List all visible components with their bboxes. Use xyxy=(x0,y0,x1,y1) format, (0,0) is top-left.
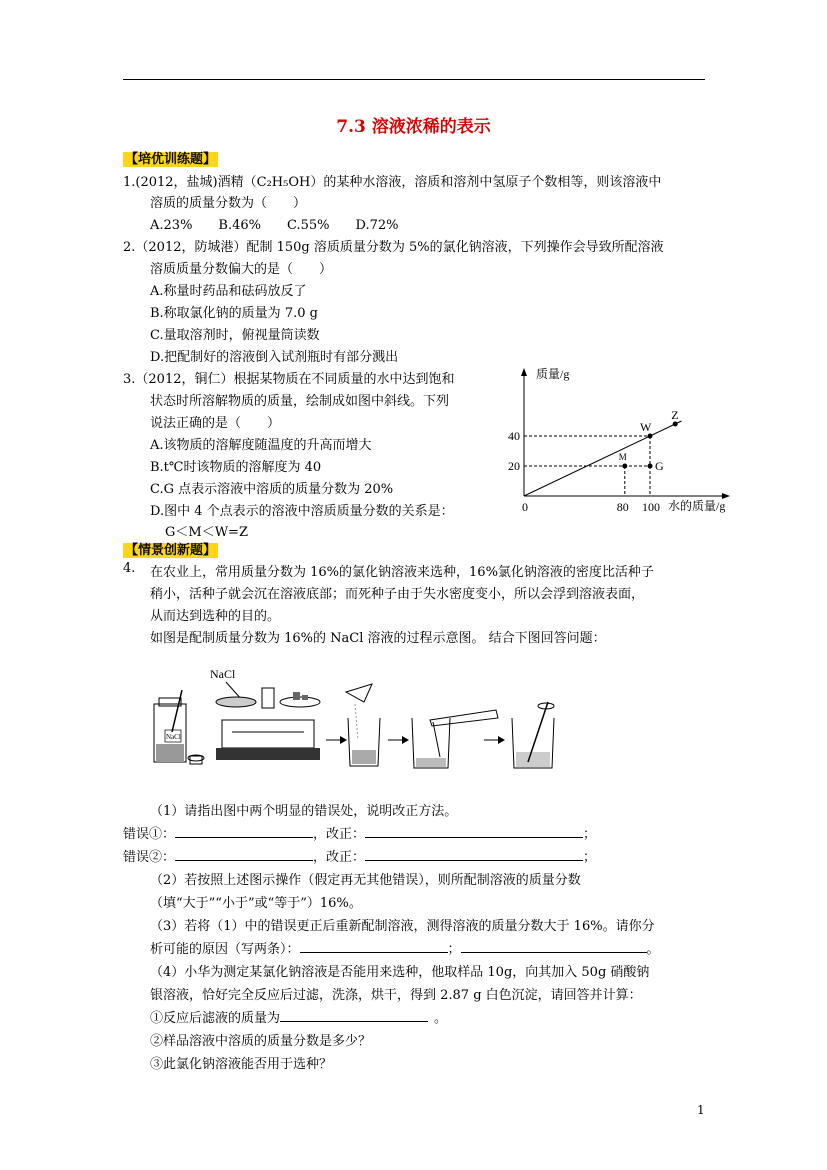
q2-option-a: A.称量时药品和砝码放反了 xyxy=(150,284,307,299)
q2-option-b: B.称取氯化钠的质量为 7.0 g xyxy=(150,306,318,321)
point-G xyxy=(648,464,653,469)
q4-sub4-line1: （4）小华为测定某氯化钠溶液是否能用来选种，他取样品 10g，向其加入 50g 硝酸钠 xyxy=(150,965,650,980)
calc1-end: 。 xyxy=(434,1011,448,1026)
q3-line2: 状态时所溶解物质的质量，绘制成如图中斜线。下列 xyxy=(150,394,450,409)
q4-sub4-line2: 银溶液，恰好完全反应后过滤，洗涤，烘干，得到 2.87 g 白色沉淀，请回答并计算： xyxy=(150,988,642,1003)
q1-options: A.23% B.46% C.55% D.72% xyxy=(150,218,399,233)
preparation-process-figure xyxy=(150,662,580,774)
q2-line2: 溶质质量分数偏大的是（ ） xyxy=(150,262,333,277)
reagent-bottle-illustration xyxy=(154,690,204,764)
pouring-water-illustration xyxy=(412,710,498,768)
fix1-blank[interactable] xyxy=(365,824,583,838)
q2-option-c: C.量取溶剂时，俯视量筒读数 xyxy=(150,328,320,343)
y-axis-label: 质量/g xyxy=(536,367,570,381)
q3-option-b: B.t℃时该物质的溶解度为 40 xyxy=(150,460,322,475)
reason-sep: ； xyxy=(447,942,461,957)
arrow-2 xyxy=(388,736,409,744)
q4-sub3-line1: （3）若将（1）中的错误更正后重新配制溶液，测得溶液的质量分数大于 16%。请你分 xyxy=(150,919,655,934)
x-tick-label: 0 xyxy=(522,500,528,514)
section-label: 【培优训练题】 xyxy=(125,152,217,167)
error2-row xyxy=(123,846,596,865)
q4-sub1: （1）请指出图中两个明显的错误处，说明改正方法。 xyxy=(150,804,458,819)
fix2-end: ； xyxy=(583,850,597,865)
y-tick-label: 40 xyxy=(508,429,520,443)
reason2-blank[interactable] xyxy=(461,939,647,953)
nacl-label: NaCl xyxy=(210,667,236,681)
error2-label: 错误②： xyxy=(123,850,176,865)
point-label-G: G xyxy=(655,459,664,473)
section-heading-training xyxy=(123,148,218,167)
fix2-blank[interactable] xyxy=(365,847,583,861)
q2-line1: 2.（2012，防城港）配制 150g 溶质质量分数为 5%的氯化钠溶液，下列操作会导致所配溶液 xyxy=(123,240,664,255)
y-axis-arrow xyxy=(521,368,527,376)
reason-end: 。 xyxy=(646,942,660,957)
q4-calc2: ②样品溶液中溶质的质量分数是多少？ xyxy=(150,1034,372,1049)
q1-line1: 1.(2012，盐城)酒精（C₂H₅OH）的某种水溶液，溶质和溶剂中氢原子个数相等，则该溶液中 xyxy=(123,175,662,190)
q4-sub3-line2: 析可能的原因（写两条）： xyxy=(150,942,300,957)
q3-option-d-relation: G＜M＜W=Z xyxy=(165,525,248,540)
filtrate-mass-blank[interactable] xyxy=(280,1008,428,1022)
fix2-label: ，改正： xyxy=(313,850,366,865)
page-number: 1 xyxy=(697,1103,705,1117)
point-Z xyxy=(673,422,678,427)
header-rule xyxy=(123,79,705,80)
q3-option-d: D.图中 4 个点表示的溶液中溶质质量分数的关系是： xyxy=(150,504,454,519)
stirring-illustration xyxy=(512,702,554,768)
section-heading-scenario xyxy=(123,539,218,558)
y-tick-label: 20 xyxy=(508,459,520,473)
q4-paragraph-1: 在农业上，常用质量分数为 16%的氯化钠溶液来选种，16%氯化钠溶液的密度比活种子 xyxy=(150,565,654,580)
x-tick-label: 80 xyxy=(616,500,629,514)
q4-paragraph-4: 如图是配制质量分数为 16%的 NaCl 溶液的过程示意图。 结合下图回答问题： xyxy=(150,631,606,646)
q4-paragraph-2: 稍小，活种子就会沉在溶液底部；而死种子由于失水密度变小，所以会浮到溶液表面， xyxy=(150,587,645,602)
x-axis-label: 水的质量/g xyxy=(668,499,726,513)
error2-blank[interactable] xyxy=(175,847,313,861)
error1-row xyxy=(123,823,596,842)
error1-blank[interactable] xyxy=(175,824,313,838)
x-tick-label: 100 xyxy=(642,500,660,514)
arrow-1 xyxy=(326,736,347,744)
fix1-label: ，改正： xyxy=(313,827,366,842)
point-label-W: W xyxy=(640,420,652,434)
q1-line2: 溶质的质量分数为（ ） xyxy=(150,196,307,211)
q4-sub3-row xyxy=(150,938,660,957)
section-label: 【情景创新题】 xyxy=(125,543,217,558)
reason1-blank[interactable] xyxy=(300,939,448,953)
solubility-chart xyxy=(500,362,740,522)
point-label-M: M xyxy=(618,452,627,462)
point-M xyxy=(622,464,627,469)
arrow-3 xyxy=(484,736,505,744)
q3-option-a: A.该物质的溶解度随温度的升高而增大 xyxy=(150,438,372,453)
q2-option-d: D.把配制好的溶液倒入试剂瓶时有部分溅出 xyxy=(150,350,399,365)
bottle-label: NaCl xyxy=(166,733,181,741)
balance-illustration xyxy=(216,682,320,760)
q4-sub2-line2: （填“大于”“小于”或“等于”）16%。 xyxy=(150,896,362,911)
fix1-end: ； xyxy=(583,827,597,842)
q3-option-c: C.G 点表示溶液中溶质的质量分数为 20% xyxy=(150,482,394,497)
q3-line3: 说法正确的是（ ） xyxy=(150,416,281,431)
error1-label: 错误①： xyxy=(123,827,176,842)
point-label-Z: Z xyxy=(671,408,679,422)
q4-sub2-line1: （2）若按照上述图示操作（假定再无其他错误），则所配制溶液的质量分数 xyxy=(150,873,581,888)
q4-calc3: ③此氯化钠溶液能否用于选种？ xyxy=(150,1057,333,1072)
q3-line1: 3.（2012，铜仁）根据某物质在不同质量的水中达到饱和 xyxy=(123,372,455,387)
point-W xyxy=(648,434,653,439)
beaker-weighing-paper-illustration xyxy=(346,684,380,766)
page-title: 7.3 溶液浓稀的表示 xyxy=(336,117,491,137)
q4-number: 4. xyxy=(123,561,136,576)
calc1-label: ①反应后滤液的质量为 xyxy=(150,1011,281,1026)
q4-calc1-row xyxy=(150,1007,447,1026)
q4-paragraph-3: 从而达到选种的目的。 xyxy=(150,609,281,624)
